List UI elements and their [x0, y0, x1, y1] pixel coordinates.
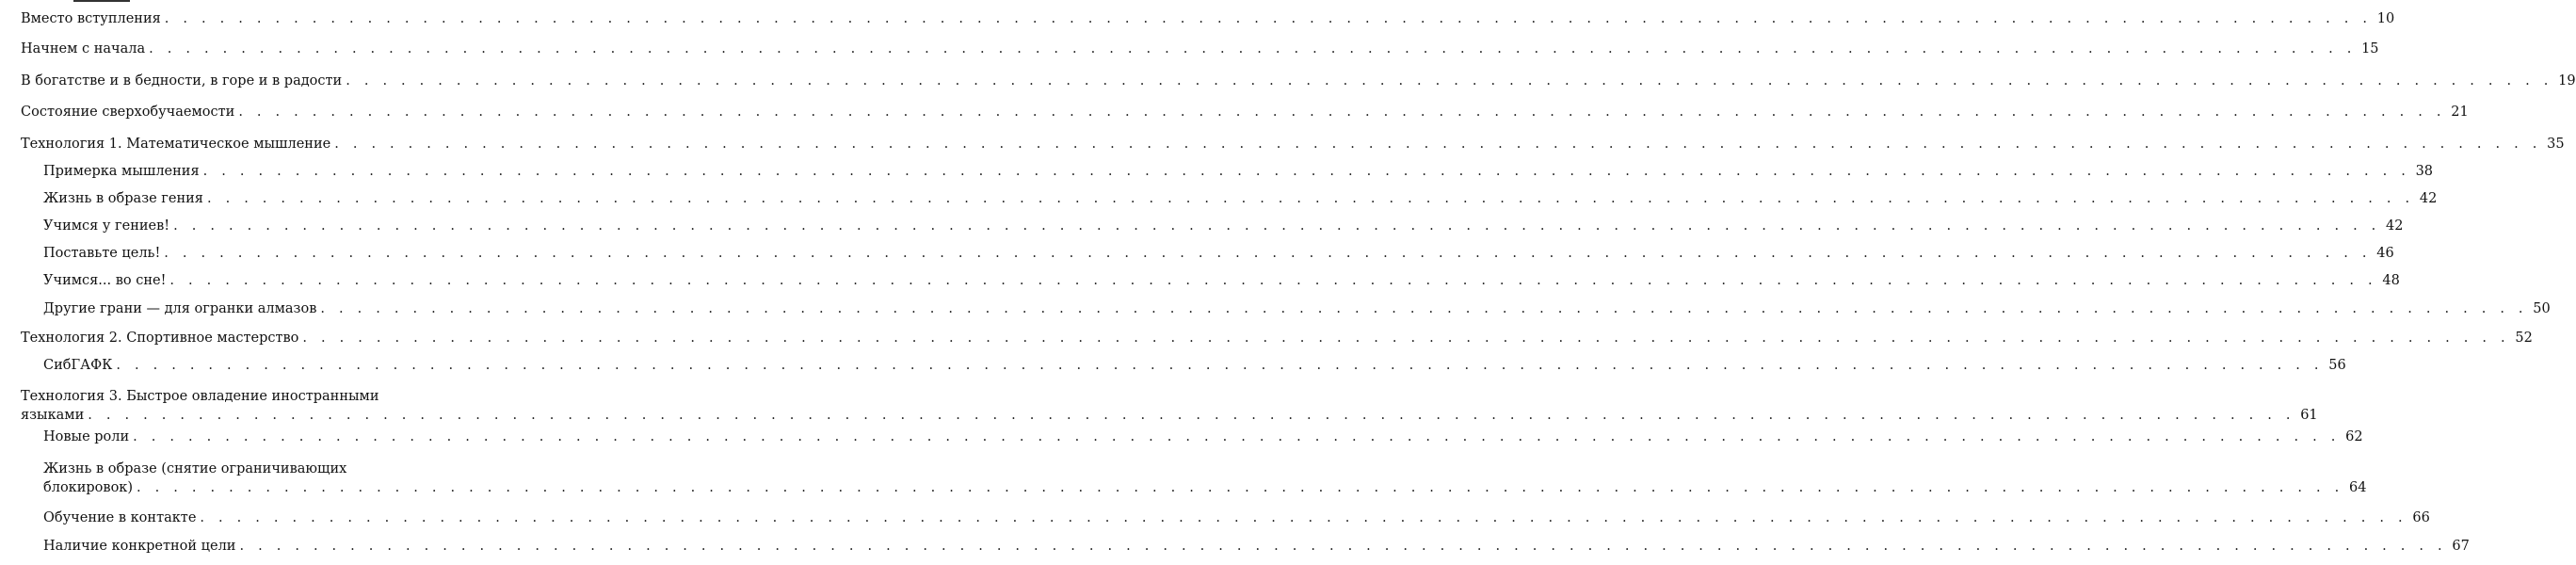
toc-entry-title: Состояние сверхобучаемости [21, 105, 235, 120]
toc-entry[interactable] [43, 508, 2430, 527]
dot-leader: . . . . . . . . . . . . . . . . . . . . . . . . . . . . . . . . . . . . . . . . . . . . . . . . . . . . . . . . . . . . . . . . . . . . . . . . . . . . . . . . . . . . . . . . . . . . . . . . . . . . . . . . . . . . . . . . . . . . . . . . [88, 408, 2295, 423]
toc-entry-title: Начнем с начала [21, 41, 146, 56]
toc-entry-title: Обучение в контакте [43, 510, 197, 525]
dot-leader: . . . . . . . . . . . . . . . . . . . . . . . . . . . . . . . . . . . . . . . . . . . . . . . . . . . . . . . . . . . . . . . . . . . . . . . . . . . . . . . . . . . . . . . . . . . . . . . . . . . . . . . . . . . . . . . . . . . . . . . . [320, 301, 2528, 316]
toc-entry-page-number: 19 [2558, 73, 2576, 89]
dot-leader: . . . . . . . . . . . . . . . . . . . . . . . . . . . . . . . . . . . . . . . . . . . . . . . . . . . . . . . . . . . . . . . . . . . . . . . . . . . . . . . . . . . . . . . . . . . . . . . . . . . . . . . . . . . . . . . . . . . . . . . . [173, 218, 2381, 234]
toc-entry-page-number: 15 [2361, 41, 2379, 56]
toc-entry-title: Другие грани — для огранки алмазов [43, 301, 317, 316]
toc-entry-title: Новые роли [43, 429, 130, 444]
toc-entry-page-number: 48 [2382, 273, 2400, 288]
dot-leader: . . . . . . . . . . . . . . . . . . . . . . . . . . . . . . . . . . . . . . . . . . . . . . . . . . . . . . . . . . . . . . . . . . . . . . . . . . . . . . . . . . . . . . . . . . . . . . . . . . . . . . . . . . . . . . . . . . . . . . . . [200, 510, 2407, 525]
toc-entry-title: Технология 2. Спортивное мастерство [21, 331, 299, 346]
dot-leader: . . . . . . . . . . . . . . . . . . . . . . . . . . . . . . . . . . . . . . . . . . . . . . . . . . . . . . . . . . . . . . . . . . . . . . . . . . . . . . . . . . . . . . . . . . . . . . . . . . . . . . . . . . . . . . . . . . . . . . . . [206, 191, 2415, 206]
dot-leader: . . . . . . . . . . . . . . . . . . . . . . . . . . . . . . . . . . . . . . . . . . . . . . . . . . . . . . . . . . . . . . . . . . . . . . . . . . . . . . . . . . . . . . . . . . . . . . . . . . . . . . . . . . . . . . . . . . . . . . . . [116, 358, 2324, 373]
dot-leader: . . . . . . . . . . . . . . . . . . . . . . . . . . . . . . . . . . . . . . . . . . . . . . . . . . . . . . . . . . . . . . . . . . . . . . . . . . . . . . . . . . . . . . . . . . . . . . . . . . . . . . . . . . . . . . . . . . . . . . . . [149, 41, 2357, 56]
toc-entry[interactable] [43, 217, 2404, 235]
toc-entry-title: Учимся у гениев! [43, 218, 170, 234]
toc-entry-title: Вместо вступления [21, 11, 161, 26]
toc-entry[interactable] [21, 329, 2533, 347]
dot-leader: . . . . . . . . . . . . . . . . . . . . . . . . . . . . . . . . . . . . . . . . . . . . . . . . . . . . . . . . . . . . . . . . . . . . . . . . . . . . . . . . . . . . . . . . . . . . . . . . . . . . . . . . . . . . . . . . . . . . . . . . [164, 246, 2372, 261]
toc-entry-title: Примерка мышления [43, 164, 200, 179]
toc-entry-page-number: 35 [2547, 137, 2565, 152]
toc-entry-page-number: 62 [2345, 429, 2363, 444]
toc-entry[interactable] [43, 356, 2346, 375]
toc-entry[interactable] [43, 244, 2394, 263]
toc-entry-page-number: 67 [2452, 539, 2470, 554]
toc-entry-title-line1: Технология 3. Быстрое овладение иностранными [21, 389, 379, 404]
dot-leader: . . . . . . . . . . . . . . . . . . . . . . . . . . . . . . . . . . . . . . . . . . . . . . . . . . . . . . . . . . . . . . . . . . . . . . . . . . . . . . . . . . . . . . . . . . . . . . . . . . . . . . . . . . . . . . . . . . . . . . . . [239, 539, 2447, 554]
dot-leader: . . . . . . . . . . . . . . . . . . . . . . . . . . . . . . . . . . . . . . . . . . . . . . . . . . . . . . . . . . . . . . . . . . . . . . . . . . . . . . . . . . . . . . . . . . . . . . . . . . . . . . . . . . . . . . . . . . . . . . . . [346, 73, 2553, 89]
toc-entry-title: Учимся... во сне! [43, 273, 167, 288]
toc-entry[interactable] [43, 271, 2400, 290]
toc-entry[interactable] [43, 460, 2367, 497]
toc-entry-title: В богатстве и в бедности, в горе и в радости [21, 73, 343, 89]
toc-entry-page-number: 10 [2376, 11, 2395, 26]
top-rule [73, 0, 130, 2]
toc-entry-page-number: 66 [2412, 510, 2430, 525]
toc-entry-title: Технология 1. Математическое мышление [21, 137, 331, 152]
dot-leader: . . . . . . . . . . . . . . . . . . . . . . . . . . . . . . . . . . . . . . . . . . . . . . . . . . . . . . . . . . . . . . . . . . . . . . . . . . . . . . . . . . . . . . . . . . . . . . . . . . . . . . . . . . . . . . . . . . . . . . . . [334, 137, 2542, 152]
toc-entry[interactable] [21, 103, 2469, 121]
dot-leader: . . . . . . . . . . . . . . . . . . . . . . . . . . . . . . . . . . . . . . . . . . . . . . . . . . . . . . . . . . . . . . . . . . . . . . . . . . . . . . . . . . . . . . . . . . . . . . . . . . . . . . . . . . . . . . . . . . . . . . . . [238, 105, 2446, 120]
toc-entry-page-number: 46 [2376, 246, 2394, 261]
toc-entry-title: языками [21, 408, 85, 423]
toc-entry-page-number: 42 [2386, 218, 2404, 234]
dot-leader: . . . . . . . . . . . . . . . . . . . . . . . . . . . . . . . . . . . . . . . . . . . . . . . . . . . . . . . . . . . . . . . . . . . . . . . . . . . . . . . . . . . . . . . . . . . . . . . . . . . . . . . . . . . . . . . . . . . . . . . . [202, 164, 2411, 179]
toc-entry[interactable] [21, 72, 2576, 90]
toc-entry-title-line1: Жизнь в образе (снятие ограничивающих [43, 461, 347, 476]
dot-leader: . . . . . . . . . . . . . . . . . . . . . . . . . . . . . . . . . . . . . . . . . . . . . . . . . . . . . . . . . . . . . . . . . . . . . . . . . . . . . . . . . . . . . . . . . . . . . . . . . . . . . . . . . . . . . . . . . . . . . . . . [164, 11, 2373, 26]
dot-leader: . . . . . . . . . . . . . . . . . . . . . . . . . . . . . . . . . . . . . . . . . . . . . . . . . . . . . . . . . . . . . . . . . . . . . . . . . . . . . . . . . . . . . . . . . . . . . . . . . . . . . . . . . . . . . . . . . . . . . . . . [169, 273, 2377, 288]
toc-entry[interactable] [21, 40, 2379, 58]
toc-entry[interactable] [43, 428, 2363, 446]
toc-entry-title: блокировок) [43, 480, 134, 495]
toc-entry-page-number: 21 [2451, 105, 2469, 120]
dot-leader: . . . . . . . . . . . . . . . . . . . . . . . . . . . . . . . . . . . . . . . . . . . . . . . . . . . . . . . . . . . . . . . . . . . . . . . . . . . . . . . . . . . . . . . . . . . . . . . . . . . . . . . . . . . . . . . . . . . . . . . . [137, 480, 2344, 495]
toc-entry[interactable] [21, 135, 2565, 153]
toc-entry-page-number: 56 [2328, 358, 2346, 373]
toc-entry[interactable] [43, 537, 2470, 556]
toc-entry-title: Жизнь в образе гения [43, 191, 203, 206]
toc-entry-page-number: 42 [2419, 191, 2438, 206]
toc-entry-page-number: 64 [2348, 480, 2367, 495]
toc-entry[interactable] [43, 189, 2438, 208]
toc-entry-page-number: 38 [2415, 164, 2434, 179]
toc-entry[interactable] [43, 299, 2551, 318]
toc-entry-title: Наличие конкретной цели [43, 539, 236, 554]
toc-entry-title: Поставьте цель! [43, 246, 161, 261]
toc-entry[interactable] [21, 387, 2318, 425]
dot-leader: . . . . . . . . . . . . . . . . . . . . . . . . . . . . . . . . . . . . . . . . . . . . . . . . . . . . . . . . . . . . . . . . . . . . . . . . . . . . . . . . . . . . . . . . . . . . . . . . . . . . . . . . . . . . . . . . . . . . . . . . [302, 331, 2510, 346]
toc-entry[interactable] [21, 9, 2395, 28]
toc-entry-page-number: 61 [2300, 408, 2318, 423]
dot-leader: . . . . . . . . . . . . . . . . . . . . . . . . . . . . . . . . . . . . . . . . . . . . . . . . . . . . . . . . . . . . . . . . . . . . . . . . . . . . . . . . . . . . . . . . . . . . . . . . . . . . . . . . . . . . . . . . . . . . . . . . [133, 429, 2341, 444]
toc-entry-page-number: 52 [2515, 331, 2533, 346]
toc-entry-page-number: 50 [2533, 301, 2551, 316]
toc-entry[interactable] [43, 162, 2434, 181]
toc-entry-title: СибГАФК [43, 358, 113, 373]
